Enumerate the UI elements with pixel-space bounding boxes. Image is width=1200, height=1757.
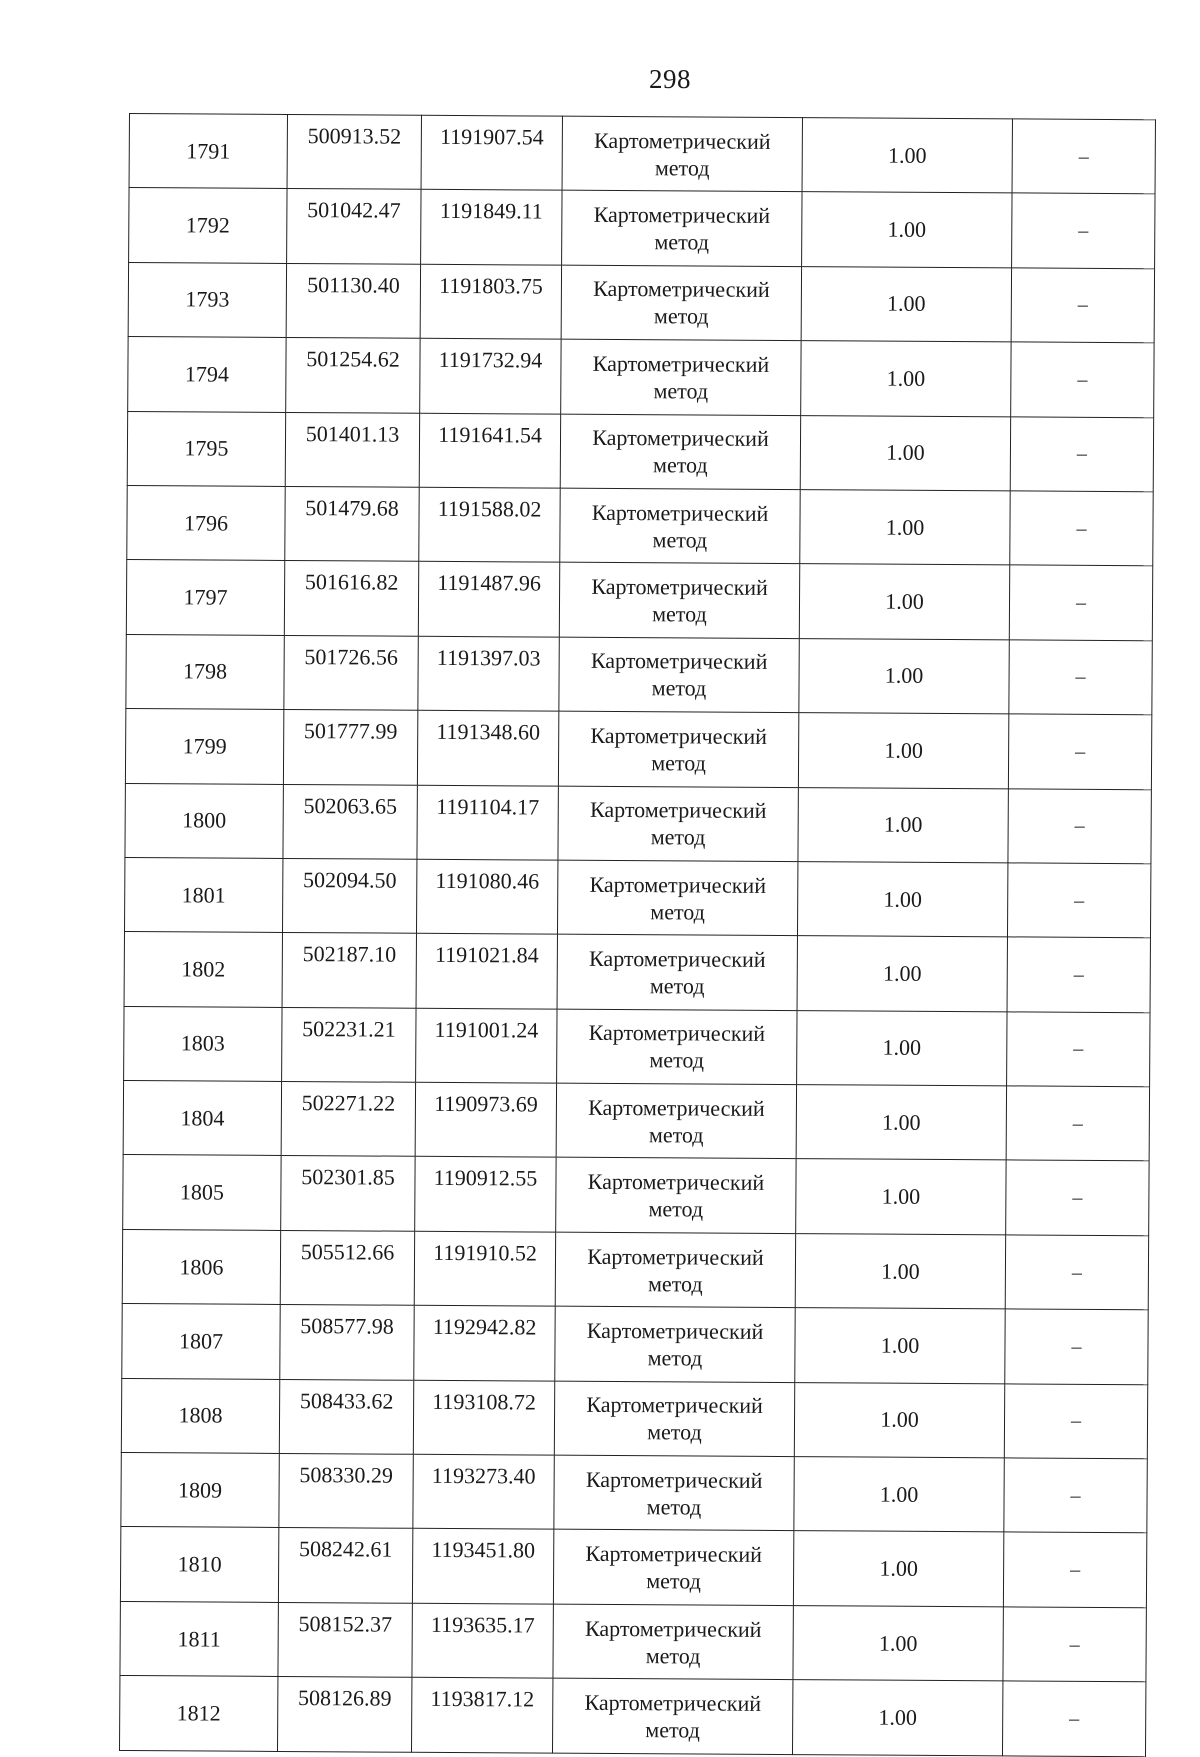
- table-row: [127, 411, 1153, 492]
- method-line-1: Картометрический: [586, 1317, 764, 1344]
- method-line-2: метод: [648, 1196, 704, 1222]
- y-coordinate-cell: 1193451.80: [412, 1529, 553, 1604]
- accuracy-cell: 1.00: [802, 192, 1012, 268]
- method-line-2: метод: [648, 1121, 704, 1148]
- x-coordinate-cell: 508330.29: [279, 1453, 413, 1528]
- table-row: [120, 1601, 1146, 1682]
- accuracy-cell: 1.00: [795, 1308, 1005, 1384]
- method-line-1: Картометрический: [591, 573, 768, 600]
- method-line-2: метод: [646, 1568, 701, 1594]
- note-cell: –: [1004, 1458, 1147, 1533]
- note-cell: –: [1008, 714, 1151, 789]
- point-number-cell: 1806: [122, 1229, 280, 1304]
- coordinates-table-body: [119, 114, 1155, 1757]
- point-number-cell: 1800: [125, 783, 283, 858]
- note-cell: –: [1012, 193, 1155, 268]
- method-cell: [562, 116, 802, 192]
- table-row: [126, 560, 1152, 641]
- note-cell: –: [1009, 565, 1152, 640]
- point-number-cell: 1811: [120, 1601, 278, 1676]
- method-cell: [561, 339, 801, 415]
- accuracy-cell: 1.00: [792, 1680, 1002, 1756]
- method-line-1: Картометрический: [591, 499, 769, 526]
- table-row: [125, 783, 1151, 864]
- accuracy-cell: 1.00: [800, 415, 1010, 491]
- method-line-1: Картометрический: [589, 871, 767, 898]
- x-coordinate-cell: 508242.61: [278, 1528, 412, 1603]
- method-cell: [560, 488, 800, 564]
- y-coordinate-cell: 1190912.55: [415, 1157, 556, 1232]
- y-coordinate-cell: 1191487.96: [418, 562, 559, 637]
- y-coordinate-cell: 1191588.02: [419, 487, 560, 562]
- accuracy-cell: 1.00: [798, 787, 1008, 863]
- x-coordinate-cell: 508126.89: [277, 1677, 411, 1752]
- x-coordinate-cell: 502231.21: [282, 1007, 416, 1082]
- y-coordinate-cell: 1191849.11: [421, 190, 562, 265]
- method-line-2: метод: [646, 1493, 702, 1520]
- method-line-1: Картометрический: [587, 1168, 765, 1196]
- table-row: [122, 1304, 1148, 1385]
- y-coordinate-cell: 1191732.94: [420, 338, 561, 413]
- point-number-cell: 1804: [123, 1081, 281, 1156]
- method-line-1: Картометрический: [589, 797, 767, 824]
- method-line-2: метод: [654, 154, 710, 181]
- y-coordinate-cell: 1191104.17: [417, 785, 558, 860]
- method-cell: [562, 191, 802, 267]
- method-line-1: Картометрический: [584, 1689, 762, 1716]
- accuracy-cell: 1.00: [793, 1605, 1003, 1681]
- accuracy-cell: 1.00: [798, 713, 1008, 789]
- y-coordinate-cell: 1190973.69: [415, 1082, 556, 1157]
- method-cell: [553, 1530, 793, 1606]
- point-number-cell: 1810: [120, 1527, 278, 1602]
- accuracy-cell: 1.00: [797, 862, 1007, 938]
- point-number-cell: 1801: [124, 857, 282, 932]
- method-cell: [554, 1381, 794, 1457]
- point-number-cell: 1812: [119, 1676, 277, 1751]
- method-line-2: метод: [649, 1047, 705, 1073]
- method-line-2: метод: [654, 229, 710, 255]
- table-row: [124, 932, 1150, 1013]
- y-coordinate-cell: 1193635.17: [412, 1603, 553, 1678]
- accuracy-cell: 1.00: [799, 638, 1009, 714]
- x-coordinate-cell: 501616.82: [284, 561, 418, 636]
- table-row: [123, 1081, 1149, 1162]
- method-line-1: Картометрический: [586, 1392, 763, 1419]
- method-line-1: Картометрический: [589, 945, 766, 972]
- method-line-2: метод: [650, 898, 705, 925]
- method-line-2: метод: [645, 1717, 700, 1743]
- table-row: [119, 1676, 1145, 1757]
- accuracy-cell: 1.00: [793, 1531, 1003, 1607]
- method-line-1: Картометрический: [585, 1466, 763, 1493]
- x-coordinate-cell: 501042.47: [287, 189, 421, 264]
- table-row: [123, 1155, 1149, 1236]
- point-number-cell: 1807: [122, 1304, 280, 1379]
- note-cell: –: [1010, 491, 1153, 566]
- x-coordinate-cell: 501777.99: [283, 710, 417, 785]
- method-cell: [557, 934, 797, 1010]
- method-line-1: Картометрический: [588, 1020, 766, 1047]
- note-cell: –: [1005, 1235, 1148, 1310]
- x-coordinate-cell: 501130.40: [286, 263, 420, 338]
- note-cell: –: [1006, 1086, 1149, 1161]
- method-line-2: метод: [652, 526, 708, 553]
- method-cell: [559, 637, 799, 713]
- method-line-1: Картометрический: [592, 425, 769, 452]
- method-line-2: метод: [653, 303, 709, 330]
- method-cell: [558, 711, 798, 787]
- table-row: [129, 114, 1155, 195]
- table-row: [121, 1378, 1147, 1459]
- note-cell: –: [1006, 1160, 1149, 1235]
- method-line-1: Картометрический: [593, 276, 770, 303]
- point-number-cell: 1799: [125, 709, 283, 784]
- y-coordinate-cell: 1191001.24: [416, 1008, 557, 1083]
- method-cell: [560, 414, 800, 490]
- method-line-1: Картометрический: [587, 1243, 764, 1270]
- y-coordinate-cell: 1192942.82: [414, 1306, 555, 1381]
- method-line-1: Картометрический: [585, 1540, 763, 1568]
- x-coordinate-cell: 502301.85: [281, 1156, 415, 1231]
- method-line-2: метод: [653, 378, 709, 404]
- accuracy-cell: 1.00: [802, 118, 1012, 194]
- method-line-1: Картометрический: [588, 1094, 765, 1121]
- y-coordinate-cell: 1191397.03: [418, 636, 559, 711]
- y-coordinate-cell: 1191641.54: [419, 413, 560, 488]
- x-coordinate-cell: 508433.62: [279, 1379, 413, 1454]
- method-line-2: метод: [645, 1642, 701, 1669]
- method-line-2: метод: [647, 1419, 702, 1445]
- method-cell: [553, 1604, 793, 1680]
- method-cell: [557, 860, 797, 936]
- point-number-cell: 1794: [128, 337, 286, 412]
- table-row: [120, 1527, 1146, 1608]
- table-row: [128, 337, 1154, 418]
- method-line-2: метод: [652, 601, 707, 627]
- note-cell: –: [1007, 863, 1150, 938]
- accuracy-cell: 1.00: [796, 1085, 1006, 1161]
- method-line-1: Картометрический: [590, 648, 768, 675]
- method-cell: [555, 1232, 795, 1308]
- table-row: [124, 1006, 1150, 1087]
- y-coordinate-cell: 1191907.54: [421, 115, 562, 190]
- method-line-2: метод: [652, 452, 708, 478]
- y-coordinate-cell: 1193817.12: [411, 1677, 552, 1752]
- method-cell: [555, 1306, 795, 1382]
- x-coordinate-cell: 501726.56: [284, 635, 418, 710]
- method-line-2: метод: [647, 1345, 703, 1371]
- accuracy-cell: 1.00: [794, 1382, 1004, 1458]
- point-number-cell: 1808: [121, 1378, 279, 1453]
- note-cell: –: [1010, 416, 1153, 491]
- x-coordinate-cell: 508152.37: [278, 1602, 412, 1677]
- accuracy-cell: 1.00: [794, 1457, 1004, 1533]
- x-coordinate-cell: 502187.10: [282, 933, 416, 1008]
- table-row: [126, 634, 1152, 715]
- point-number-cell: 1792: [129, 188, 287, 263]
- note-cell: –: [1008, 788, 1151, 863]
- point-number-cell: 1791: [129, 114, 287, 189]
- coordinates-table-container: [119, 113, 1155, 1757]
- y-coordinate-cell: 1191348.60: [417, 710, 558, 785]
- method-line-1: Картометрический: [590, 722, 768, 749]
- note-cell: –: [1012, 119, 1155, 194]
- y-coordinate-cell: 1191021.84: [416, 934, 557, 1009]
- x-coordinate-cell: 508577.98: [280, 1305, 414, 1380]
- x-coordinate-cell: 502063.65: [283, 784, 417, 859]
- point-number-cell: 1809: [121, 1453, 279, 1528]
- point-number-cell: 1795: [127, 411, 285, 486]
- note-cell: –: [1005, 1309, 1148, 1384]
- method-line-2: метод: [647, 1270, 703, 1297]
- y-coordinate-cell: 1191910.52: [414, 1231, 555, 1306]
- x-coordinate-cell: 500913.52: [287, 114, 421, 189]
- accuracy-cell: 1.00: [801, 341, 1011, 417]
- note-cell: –: [1007, 1012, 1150, 1087]
- method-cell: [557, 1009, 797, 1085]
- point-number-cell: 1796: [127, 485, 285, 560]
- method-line-2: метод: [649, 973, 705, 999]
- table-row: [125, 709, 1151, 790]
- method-cell: [552, 1678, 792, 1754]
- page-number: 298: [649, 64, 691, 94]
- accuracy-cell: 1.00: [797, 1010, 1007, 1086]
- method-line-2: метод: [651, 750, 706, 776]
- y-coordinate-cell: 1191803.75: [420, 264, 561, 339]
- point-number-cell: 1793: [128, 262, 286, 337]
- method-cell: [561, 265, 801, 341]
- table-row: [127, 485, 1153, 566]
- table-row: [129, 188, 1155, 269]
- y-coordinate-cell: 1191080.46: [416, 859, 557, 934]
- method-cell: [558, 786, 798, 862]
- x-coordinate-cell: 501401.13: [285, 412, 419, 487]
- accuracy-cell: 1.00: [801, 266, 1011, 342]
- table-row: [121, 1453, 1147, 1534]
- point-number-cell: 1803: [124, 1006, 282, 1081]
- point-number-cell: 1805: [123, 1155, 281, 1230]
- point-number-cell: 1802: [124, 932, 282, 1007]
- x-coordinate-cell: 502271.22: [281, 1082, 415, 1157]
- method-cell: [559, 562, 799, 638]
- method-line-1: Картометрический: [594, 127, 771, 154]
- note-cell: –: [1011, 342, 1154, 417]
- x-coordinate-cell: 502094.50: [282, 858, 416, 933]
- note-cell: –: [1003, 1607, 1146, 1682]
- note-cell: –: [1007, 937, 1150, 1012]
- x-coordinate-cell: 501479.68: [285, 486, 419, 561]
- method-cell: [554, 1455, 794, 1531]
- y-coordinate-cell: 1193108.72: [413, 1380, 554, 1455]
- note-cell: –: [1004, 1384, 1147, 1459]
- note-cell: –: [1009, 640, 1152, 715]
- method-cell: [556, 1083, 796, 1159]
- accuracy-cell: 1.00: [799, 564, 1009, 640]
- table-row: [128, 262, 1154, 343]
- point-number-cell: 1798: [126, 634, 284, 709]
- coordinates-table: [119, 113, 1156, 1757]
- note-cell: –: [1003, 1532, 1146, 1607]
- x-coordinate-cell: 501254.62: [286, 338, 420, 413]
- accuracy-cell: 1.00: [795, 1233, 1005, 1309]
- note-cell: –: [1002, 1681, 1145, 1756]
- y-coordinate-cell: 1193273.40: [413, 1454, 554, 1529]
- table-row: [122, 1229, 1148, 1310]
- method-line-1: Картометрический: [593, 201, 771, 228]
- method-line-1: Картометрический: [592, 350, 770, 377]
- table-row: [124, 857, 1150, 938]
- method-line-2: метод: [650, 824, 706, 850]
- method-line-1: Картометрический: [584, 1615, 762, 1642]
- method-cell: [556, 1158, 796, 1234]
- point-number-cell: 1797: [126, 560, 284, 635]
- method-line-2: метод: [651, 675, 707, 701]
- accuracy-cell: 1.00: [796, 1159, 1006, 1235]
- accuracy-cell: 1.00: [800, 490, 1010, 566]
- x-coordinate-cell: 505512.66: [280, 1230, 414, 1305]
- accuracy-cell: 1.00: [797, 936, 1007, 1012]
- note-cell: –: [1011, 268, 1154, 343]
